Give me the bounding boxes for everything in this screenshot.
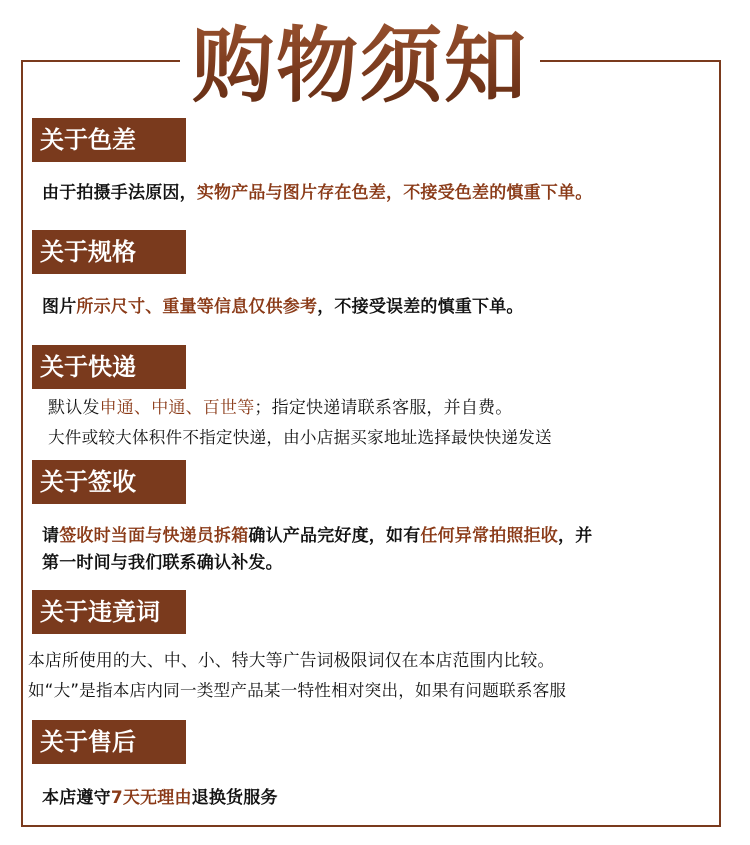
spec-text-highlight: 所示尺寸、重量等信息仅供参考 (76, 297, 318, 317)
signing-text-line-2: 第一时间与我们联系确认补发。 (42, 553, 283, 573)
color-text-highlight: 实物产品与图片存在色差，不接受色差的慎重下单。 (196, 183, 593, 203)
section-heading-aftersale: 关于售后 (32, 720, 186, 764)
signing-text-plain-1: 请 (42, 526, 60, 546)
title-banner (180, 4, 540, 114)
color-text-line (42, 181, 592, 205)
page-title: 购物须知 (192, 1, 528, 118)
section-heading-color: 关于色差 (32, 118, 186, 162)
signing-text-highlight-1: 签收时当面与快递员拆箱 (59, 526, 249, 546)
aftersale-text-line (42, 786, 278, 810)
express-text-highlight: 申通、中通、百世等 (99, 398, 255, 418)
color-text-plain: 由于拍摄手法原因， (42, 183, 197, 203)
express-text-line-1 (48, 396, 512, 420)
express-text-plain-1: 默认发 (48, 398, 100, 418)
aftersale-text-plain-1: 本店遵守 (42, 788, 111, 808)
signing-text-plain-3: ，并 (558, 526, 593, 546)
express-text-plain-2: ；指定快递请联系客服，并自费。 (254, 398, 513, 418)
aftersale-text-highlight: 7天无理由 (110, 788, 192, 808)
aftersale-text-plain-2: 退换货服务 (191, 788, 278, 808)
section-heading-ad-words: 关于违竟词 (32, 590, 186, 634)
signing-text-line-1 (42, 524, 592, 548)
spec-text-plain-1: 图片 (42, 297, 77, 317)
ad-words-text-line-1: 本店所使用的大、中、小、特大等广告词极限词仅在本店范围内比较。 (28, 650, 555, 670)
express-text-line-2: 大件或较大体积件不指定快递，由小店据买家地址选择最快快递发送 (48, 428, 552, 447)
signing-text-highlight-2: 任何异常拍照拒收 (420, 526, 559, 546)
section-heading-spec: 关于规格 (32, 230, 186, 274)
section-heading-express: 关于快递 (32, 345, 186, 389)
spec-text-plain-2: ，不接受误差的慎重下单。 (317, 297, 524, 317)
ad-words-text-line-2: 如“大”是指本店内同一类型产品某一特性相对突出，如果有问题联系客服 (28, 681, 567, 700)
section-heading-signing: 关于签收 (32, 460, 186, 504)
spec-text-line (42, 295, 524, 319)
signing-text-plain-2: 确认产品完好度，如有 (248, 526, 421, 546)
